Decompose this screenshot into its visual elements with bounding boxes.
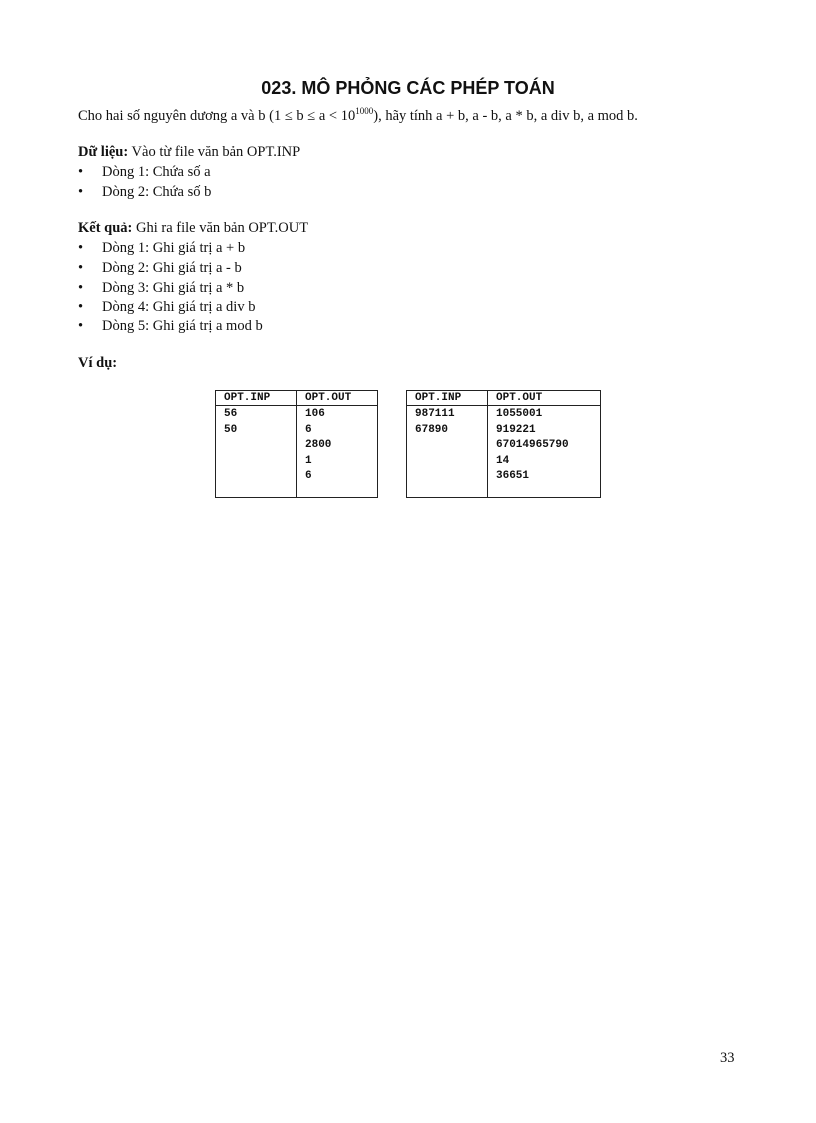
bullet-icon: •	[78, 184, 84, 200]
example-label: Ví dụ:	[78, 355, 118, 371]
exponent: 1000	[355, 106, 374, 116]
out-line: 1	[305, 454, 312, 467]
bullet-icon: •	[78, 299, 84, 315]
inp-cell	[216, 406, 297, 498]
statement-text: Cho hai số nguyên dương a và b (1 ≤ b ≤ a < 10	[78, 108, 356, 124]
output-item-text: Dòng 2: Ghi giá trị a - b	[102, 260, 242, 276]
output-item-text: Dòng 3: Ghi giá trị a * b	[102, 280, 245, 296]
output-item-text: Dòng 4: Ghi giá trị a div b	[102, 299, 256, 315]
out-cell	[488, 406, 601, 498]
inp-line: 50	[224, 423, 238, 436]
out-line: 1055001	[496, 408, 543, 420]
output-item	[78, 280, 244, 297]
output-label: Kết quả:	[78, 220, 133, 236]
bullet-icon: •	[78, 260, 84, 276]
out-line: 106	[305, 408, 325, 420]
out-line: 36651	[496, 470, 530, 482]
out-line: 919221	[496, 423, 536, 436]
input-heading	[78, 144, 300, 161]
page-number: 33	[720, 1050, 735, 1066]
bullet-icon: •	[78, 240, 84, 256]
out-cell	[297, 406, 378, 498]
input-item-text: Dòng 2: Chứa số b	[102, 184, 212, 200]
example-table-2	[406, 390, 601, 498]
input-item-text: Dòng 1: Chứa số a	[102, 164, 211, 180]
out-line: 67014965790	[496, 439, 569, 451]
bullet-icon: •	[78, 318, 84, 334]
output-item-text: Dòng 5: Ghi giá trị a mod b	[102, 318, 263, 334]
example-table-1	[215, 390, 378, 498]
inp-line: 56	[224, 408, 238, 420]
output-description: Ghi ra file văn bản OPT.OUT	[132, 220, 309, 236]
problem-statement	[78, 108, 638, 125]
output-item	[78, 240, 245, 257]
out-header: OPT.OUT	[297, 391, 378, 406]
out-line: 14	[496, 454, 510, 467]
inp-header: OPT.INP	[216, 391, 297, 406]
output-item	[78, 318, 263, 335]
output-item-text: Dòng 1: Ghi giá trị a + b	[102, 240, 246, 256]
out-line: 2800	[305, 439, 332, 451]
output-item	[78, 260, 242, 277]
input-item	[78, 164, 211, 181]
output-item	[78, 299, 255, 316]
bullet-icon: •	[78, 164, 84, 180]
input-label: Dữ liệu:	[78, 144, 129, 160]
statement-text-end: ), hãy tính a + b, a - b, a * b, a div b, a mod b.	[373, 108, 638, 124]
bullet-icon: •	[78, 280, 84, 296]
inp-line: 987111	[415, 408, 455, 420]
input-item	[78, 184, 211, 201]
example-heading	[78, 355, 117, 372]
inp-header: OPT.INP	[407, 391, 488, 406]
inp-cell	[407, 406, 488, 498]
page-title: 023. MÔ PHỎNG CÁC PHÉP TOÁN	[261, 78, 555, 98]
out-header: OPT.OUT	[488, 391, 601, 406]
out-line: 6	[305, 423, 312, 436]
output-heading	[78, 220, 308, 237]
inp-line: 67890	[415, 423, 449, 436]
out-line: 6	[305, 470, 312, 482]
input-description: Vào từ file văn bản OPT.INP	[128, 144, 301, 160]
